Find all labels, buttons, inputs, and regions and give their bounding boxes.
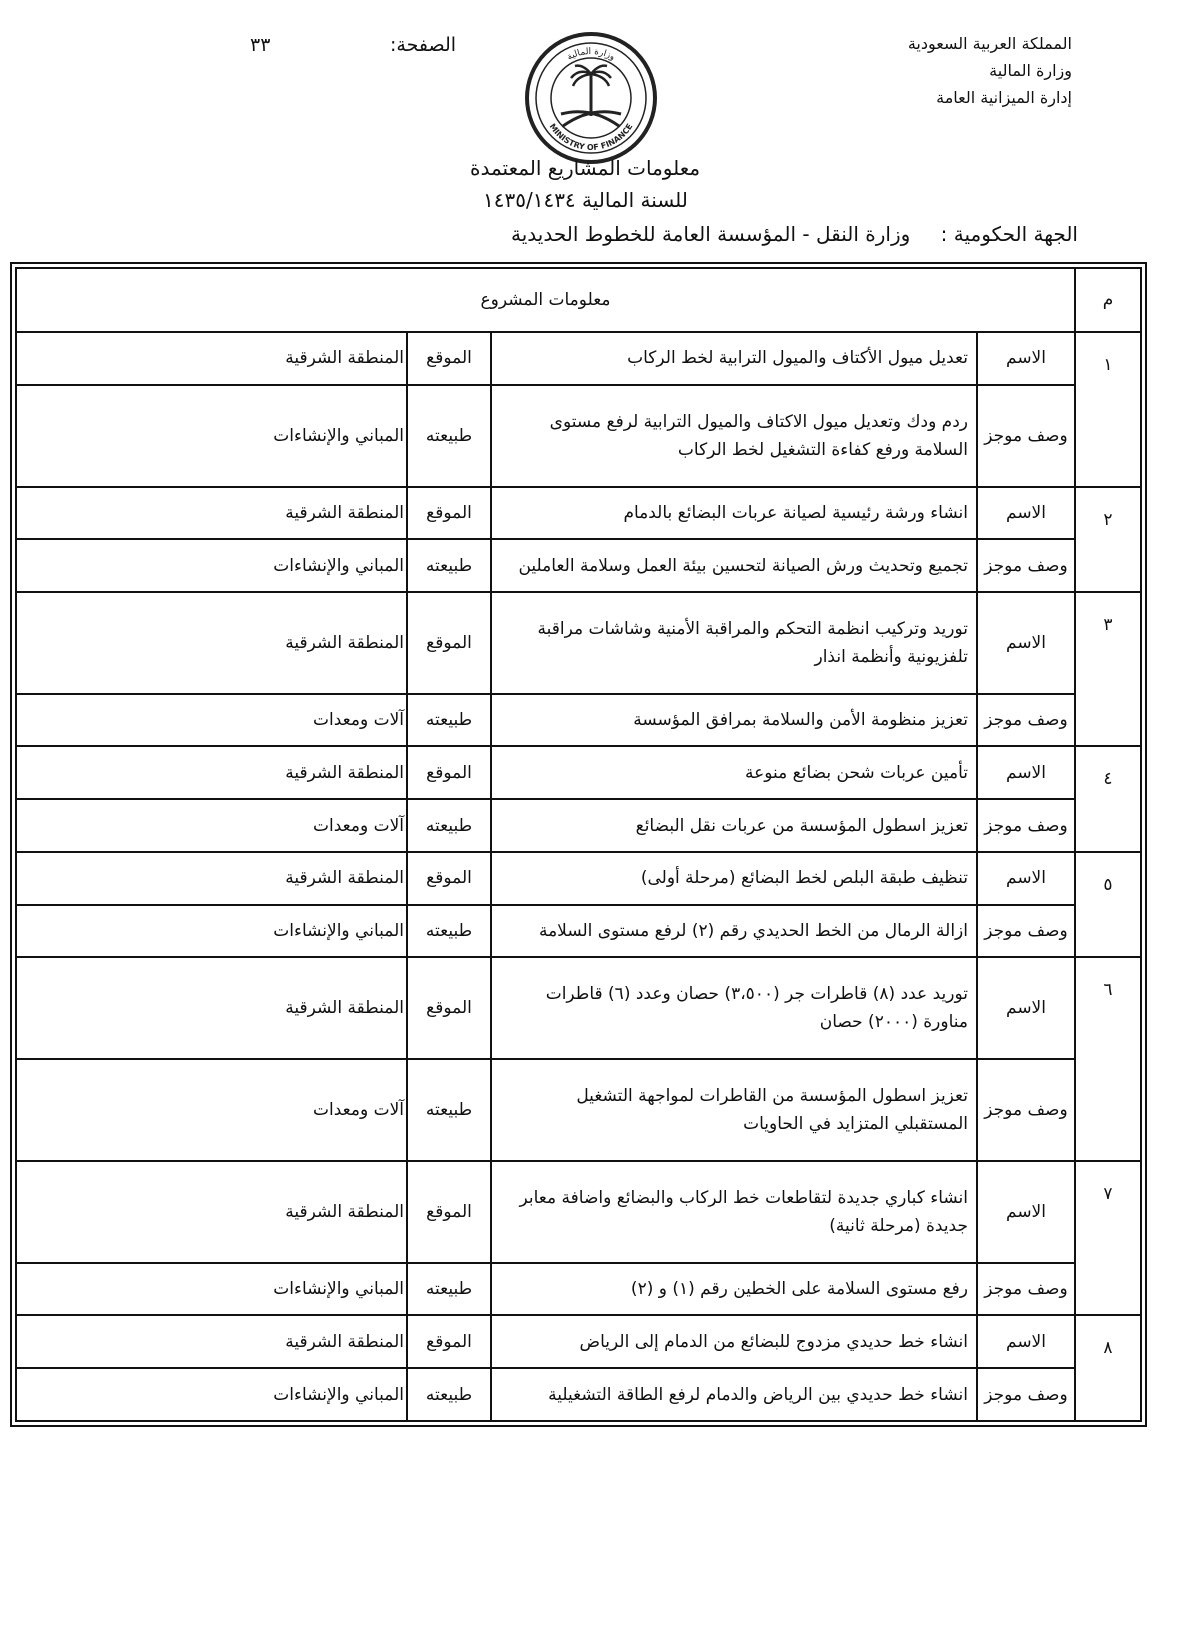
project-name-row [16, 746, 1141, 799]
project-nature: المباني والإنشاءات [16, 1368, 407, 1421]
name-label: الاسم [977, 746, 1075, 799]
project-description: ردم ودك وتعديل ميول الاكتاف والميول الترابية لرفع مستوى السلامة ورفع كفاءة التشغيل لخط الركاب [491, 385, 977, 487]
nature-label: طبيعته [407, 1263, 491, 1316]
seal-icon [523, 30, 660, 167]
svg-text:MINISTRY OF FINANCE [548, 122, 635, 152]
project-description: ازالة الرمال من الخط الحديدي رقم (٢) لرفع مستوى السلامة [491, 905, 977, 958]
location-label: الموقع [407, 852, 491, 905]
project-desc-row [16, 799, 1141, 852]
project-nature: المباني والإنشاءات [16, 905, 407, 958]
project-description: انشاء خط حديدي بين الرياض والدمام لرفع الطاقة التشغيلية [491, 1368, 977, 1421]
project-number: ١ [1075, 332, 1141, 487]
project-desc-row [16, 905, 1141, 958]
nature-label: طبيعته [407, 1059, 491, 1161]
projects-table [15, 267, 1142, 1422]
project-description: تعزيز منظومة الأمن والسلامة بمرافق المؤسسة [491, 694, 977, 747]
project-number: ٢ [1075, 487, 1141, 592]
project-nature: المباني والإنشاءات [16, 1263, 407, 1316]
project-number: ٦ [1075, 957, 1141, 1161]
project-name-row [16, 1161, 1141, 1263]
project-location: المنطقة الشرقية [16, 746, 407, 799]
location-label: الموقع [407, 592, 491, 694]
project-number: ٥ [1075, 852, 1141, 957]
name-label: الاسم [977, 332, 1075, 385]
name-label: الاسم [977, 1315, 1075, 1368]
project-description: تعزيز اسطول المؤسسة من عربات نقل البضائع [491, 799, 977, 852]
location-label: الموقع [407, 746, 491, 799]
project-name-row [16, 852, 1141, 905]
desc-label: وصف موجز [977, 694, 1075, 747]
title-line-1: معلومات المشاريع المعتمدة [470, 156, 701, 180]
location-label: الموقع [407, 1161, 491, 1263]
department-name: إدارة الميزانية العامة [936, 88, 1072, 107]
desc-label: وصف موجز [977, 1368, 1075, 1421]
nature-label: طبيعته [407, 1368, 491, 1421]
government-entity [511, 222, 1078, 246]
nature-label: طبيعته [407, 385, 491, 487]
project-location: المنطقة الشرقية [16, 1161, 407, 1263]
project-number: ٧ [1075, 1161, 1141, 1316]
ministry-name: وزارة المالية [989, 61, 1072, 80]
project-name: تأمين عربات شحن بضائع منوعة [491, 746, 977, 799]
projects-table-frame [10, 262, 1147, 1427]
table-header-row [16, 268, 1141, 332]
project-desc-row [16, 1368, 1141, 1421]
project-name-row [16, 487, 1141, 540]
project-name: انشاء كباري جديدة لتقاطعات خط الركاب والبضائع واضافة معابر جديدة (مرحلة ثانية) [491, 1161, 977, 1263]
project-desc-row [16, 1263, 1141, 1316]
project-name-row [16, 592, 1141, 694]
project-nature: آلات ومعدات [16, 694, 407, 747]
project-location: المنطقة الشرقية [16, 1315, 407, 1368]
name-label: الاسم [977, 852, 1075, 905]
desc-label: وصف موجز [977, 385, 1075, 487]
government-entity-label: الجهة الحكومية : [940, 222, 1078, 246]
nature-label: طبيعته [407, 539, 491, 592]
project-location: المنطقة الشرقية [16, 852, 407, 905]
desc-label: وصف موجز [977, 905, 1075, 958]
nature-label: طبيعته [407, 694, 491, 747]
project-number: ٣ [1075, 592, 1141, 747]
country-name: المملكة العربية السعودية [907, 34, 1072, 53]
location-label: الموقع [407, 487, 491, 540]
svg-text:وزارة المالية [565, 47, 616, 63]
page-label: الصفحة: [390, 34, 457, 56]
location-label: الموقع [407, 332, 491, 385]
project-location: المنطقة الشرقية [16, 957, 407, 1059]
desc-label: وصف موجز [977, 1263, 1075, 1316]
project-location: المنطقة الشرقية [16, 592, 407, 694]
col-number-header: م [1075, 268, 1141, 332]
project-name: انشاء خط حديدي مزدوج للبضائع من الدمام إلى الرياض [491, 1315, 977, 1368]
ministry-seal-logo [523, 30, 660, 167]
location-label: الموقع [407, 1315, 491, 1368]
project-name-row [16, 957, 1141, 1059]
project-name: توريد وتركيب انظمة التحكم والمراقبة الأمنية وشاشات مراقبة تلفزيونية وأنظمة انذار [491, 592, 977, 694]
seal-bottom-text: MINISTRY OF FINANCE [547, 121, 635, 153]
desc-label: وصف موجز [977, 799, 1075, 852]
project-name-row [16, 1315, 1141, 1368]
ministry-header [908, 30, 1072, 111]
project-description: رفع مستوى السلامة على الخطين رقم (١) و (٢) [491, 1263, 977, 1316]
government-entity-value: وزارة النقل - المؤسسة العامة للخطوط الحديدية [510, 222, 911, 246]
desc-label: وصف موجز [977, 1059, 1075, 1161]
name-label: الاسم [977, 592, 1075, 694]
project-description: تجميع وتحديث ورش الصيانة لتحسين بيئة العمل وسلامة العاملين [491, 539, 977, 592]
project-nature: المباني والإنشاءات [16, 539, 407, 592]
project-nature: آلات ومعدات [16, 1059, 407, 1161]
title-line-2: للسنة المالية ١٤٣٥/١٤٣٤ [483, 188, 688, 212]
nature-label: طبيعته [407, 799, 491, 852]
project-name: تعديل ميول الأكتاف والميول الترابية لخط الركاب [491, 332, 977, 385]
project-description: تعزيز اسطول المؤسسة من القاطرات لمواجهة التشغيل المستقبلي المتزايد في الحاويات [491, 1059, 977, 1161]
project-nature: آلات ومعدات [16, 799, 407, 852]
project-desc-row [16, 385, 1141, 487]
col-info-header: معلومات المشروع [16, 268, 1075, 332]
project-desc-row [16, 1059, 1141, 1161]
project-name: تنظيف طبقة البلص لخط البضائع (مرحلة أولى) [491, 852, 977, 905]
name-label: الاسم [977, 1161, 1075, 1263]
project-number: ٨ [1075, 1315, 1141, 1421]
project-location: المنطقة الشرقية [16, 487, 407, 540]
location-label: الموقع [407, 957, 491, 1059]
name-label: الاسم [977, 957, 1075, 1059]
nature-label: طبيعته [407, 905, 491, 958]
project-number: ٤ [1075, 746, 1141, 851]
name-label: الاسم [977, 487, 1075, 540]
project-name-row [16, 332, 1141, 385]
project-name: توريد عدد (٨) قاطرات جر (٣،٥٠٠) حصان وعدد (٦) قاطرات مناورة (٢٠٠٠) حصان [491, 957, 977, 1059]
page-number: ٣٣ [250, 34, 271, 56]
project-name: انشاء ورشة رئيسية لصيانة عربات البضائع بالدمام [491, 487, 977, 540]
desc-label: وصف موجز [977, 539, 1075, 592]
project-nature: المباني والإنشاءات [16, 385, 407, 487]
project-desc-row [16, 694, 1141, 747]
project-desc-row [16, 539, 1141, 592]
seal-top-text: وزارة المالية [565, 46, 617, 63]
project-location: المنطقة الشرقية [16, 332, 407, 385]
